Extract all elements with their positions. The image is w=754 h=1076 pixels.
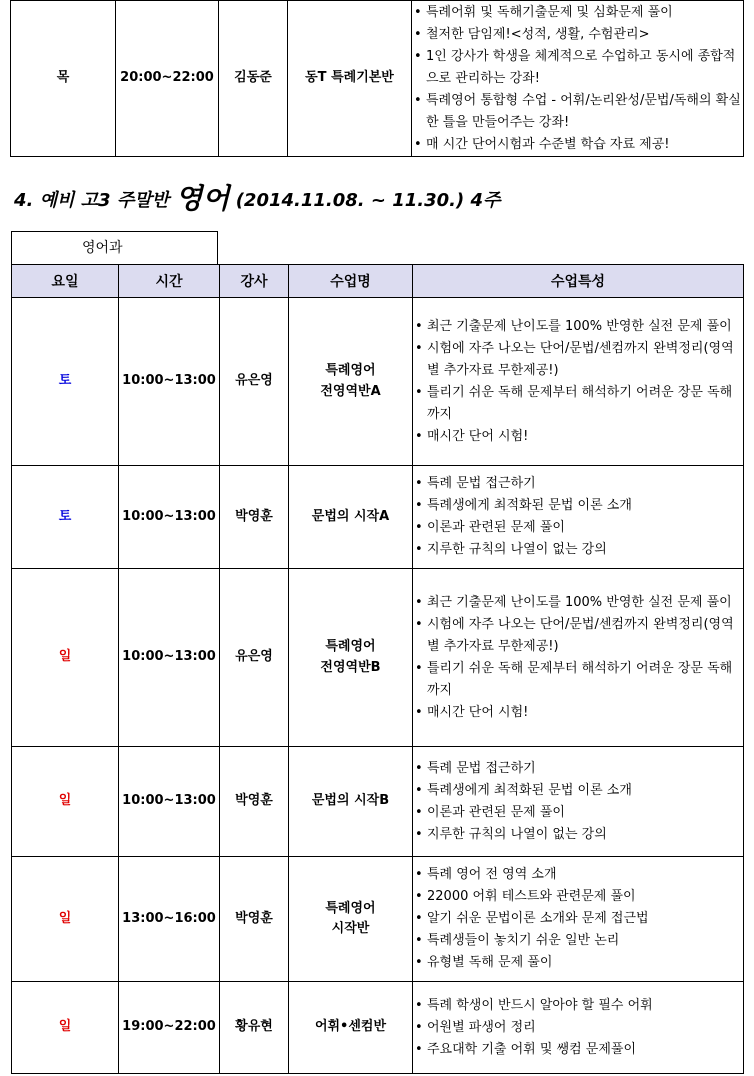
feature-item: • 22000 어휘 테스트와 관련문제 풀이 — [413, 886, 743, 908]
teacher-cell: 박영훈 — [220, 857, 289, 982]
feature-item: • 시험에 자주 나오는 단어/문법/센컴까지 완벽정리(영역별 추가자료 무한제공!) — [413, 614, 743, 658]
department-label: 영어과 — [11, 231, 218, 264]
feature-item: • 특례생들이 놓치기 쉬운 일반 논리 — [413, 930, 743, 952]
teacher-cell: 박영훈 — [220, 747, 289, 857]
features-cell — [413, 298, 744, 466]
header-row — [12, 265, 744, 298]
features-cell — [413, 569, 744, 747]
class-name-cell: 동T 특례기본반 — [288, 1, 412, 157]
day-cell: 목 — [11, 1, 116, 157]
time-cell: 19:00~22:00 — [119, 982, 220, 1074]
day-cell: 일 — [12, 569, 119, 747]
class-name-line: 특례영어 — [325, 639, 376, 655]
section-dates: (2014.11.08. ~ 11.30.) 4주 — [235, 190, 501, 211]
feature-item: • 특례 문법 접근하기 — [413, 473, 743, 495]
class-name-line: 전영역반A — [320, 383, 381, 399]
time-cell: 13:00~16:00 — [119, 857, 220, 982]
class-name-cell — [289, 569, 413, 747]
teacher-cell: 유은영 — [220, 569, 289, 747]
class-name-cell — [289, 466, 413, 569]
time-cell: 10:00~13:00 — [119, 298, 220, 466]
table-row — [12, 466, 744, 569]
class-name-cell — [289, 982, 413, 1074]
feature-item: • 특례 학생이 반드시 알아야 할 필수 어휘 — [413, 995, 743, 1017]
teacher-cell: 박영훈 — [220, 466, 289, 569]
feature-item: • 매 시간 단어시험과 수준별 학습 자료 제공! — [412, 134, 743, 156]
class-name-line: 특례영어 — [325, 900, 376, 916]
feature-item: • 유형별 독해 문제 풀이 — [413, 952, 743, 974]
class-name-line: 전영역반B — [320, 659, 381, 675]
weekend-schedule-table — [11, 264, 744, 1074]
table-row — [12, 982, 744, 1074]
day-cell: 토 — [12, 298, 119, 466]
table-row — [11, 1, 744, 157]
header-day: 요일 — [12, 265, 119, 298]
time-cell: 20:00~22:00 — [116, 1, 219, 157]
class-name-line: 시작반 — [331, 921, 370, 936]
class-name-line: 문법의 시작B — [311, 793, 390, 809]
table-row — [12, 747, 744, 857]
class-name-line: 특례영어 — [325, 363, 376, 379]
feature-item: • 특례 문법 접근하기 — [413, 758, 743, 780]
teacher-cell: 김동준 — [219, 1, 288, 157]
time-cell: 10:00~13:00 — [119, 747, 220, 857]
feature-item: • 특례생에게 최적화된 문법 이론 소개 — [413, 780, 743, 802]
feature-item: • 주요대학 기출 어휘 및 쌩컴 문제풀이 — [413, 1039, 743, 1061]
feature-item: • 매시간 단어 시험! — [413, 702, 743, 724]
class-name-cell — [289, 747, 413, 857]
class-name-cell — [289, 298, 413, 466]
features-cell — [413, 466, 744, 569]
header-features: 수업특성 — [413, 265, 744, 298]
features-cell — [412, 1, 744, 157]
day-cell: 토 — [12, 466, 119, 569]
feature-item: • 특례어휘 및 독해기출문제 및 심화문제 풀이 — [412, 2, 743, 24]
features-cell — [413, 857, 744, 982]
feature-item: • 철저한 담임제!<성적, 생활, 수험관리> — [412, 24, 743, 46]
section-subject: 영어 — [175, 182, 230, 215]
feature-item: • 어원별 파생어 정리 — [413, 1017, 743, 1039]
feature-item: • 특례생에게 최적화된 문법 이론 소개 — [413, 495, 743, 517]
feature-item: • 지루한 규칙의 나열이 없는 강의 — [413, 824, 743, 846]
feature-item: • 알기 쉬운 문법이론 소개와 문제 접근법 — [413, 908, 743, 930]
time-cell: 10:00~13:00 — [119, 466, 220, 569]
features-cell — [413, 747, 744, 857]
feature-item: • 특례영어 통합형 수업 - 어휘/논리완성/문법/독해의 확실한 틀을 만들어주는 강좌! — [412, 90, 743, 134]
class-name-cell — [289, 857, 413, 982]
feature-item: • 특례 영어 전 영역 소개 — [413, 864, 743, 886]
header-class-name: 수업명 — [289, 265, 413, 298]
table-row — [12, 569, 744, 747]
feature-item: • 매시간 단어 시험! — [413, 426, 743, 448]
feature-item: • 틀리기 쉬운 독해 문제부터 해석하기 어려운 장문 독해까지 — [413, 658, 743, 702]
feature-item: • 시험에 자주 나오는 단어/문법/센컴까지 완벽정리(영역별 추가자료 무한제공!) — [413, 338, 743, 382]
header-time: 시간 — [119, 265, 220, 298]
features-cell — [413, 982, 744, 1074]
header-teacher: 강사 — [220, 265, 289, 298]
feature-item: • 최근 기출문제 난이도를 100% 반영한 실전 문제 풀이 — [413, 316, 743, 338]
feature-item: • 틀리기 쉬운 독해 문제부터 해석하기 어려운 장문 독해까지 — [413, 382, 743, 426]
day-cell: 일 — [12, 747, 119, 857]
previous-schedule-table — [10, 0, 744, 157]
time-cell: 10:00~13:00 — [119, 569, 220, 747]
table-row — [12, 857, 744, 982]
feature-item: • 1인 강사가 학생을 체계적으로 수업하고 동시에 종합적으로 관리하는 강좌! — [412, 46, 743, 90]
section-title — [14, 184, 500, 216]
feature-item: • 최근 기출문제 난이도를 100% 반영한 실전 문제 풀이 — [413, 592, 743, 614]
feature-item: • 이론과 관련된 문제 풀이 — [413, 802, 743, 824]
teacher-cell: 유은영 — [220, 298, 289, 466]
table-row — [12, 298, 744, 466]
feature-item: • 이론과 관련된 문제 풀이 — [413, 517, 743, 539]
feature-item: • 지루한 규칙의 나열이 없는 강의 — [413, 539, 743, 561]
class-name-line: 어휘•센컴반 — [314, 1019, 387, 1035]
day-cell: 일 — [12, 982, 119, 1074]
teacher-cell: 황유현 — [220, 982, 289, 1074]
section-prefix: 4. 예비 고3 주말반 — [14, 190, 170, 211]
day-cell: 일 — [12, 857, 119, 982]
class-name-line: 문법의 시작A — [311, 508, 390, 524]
